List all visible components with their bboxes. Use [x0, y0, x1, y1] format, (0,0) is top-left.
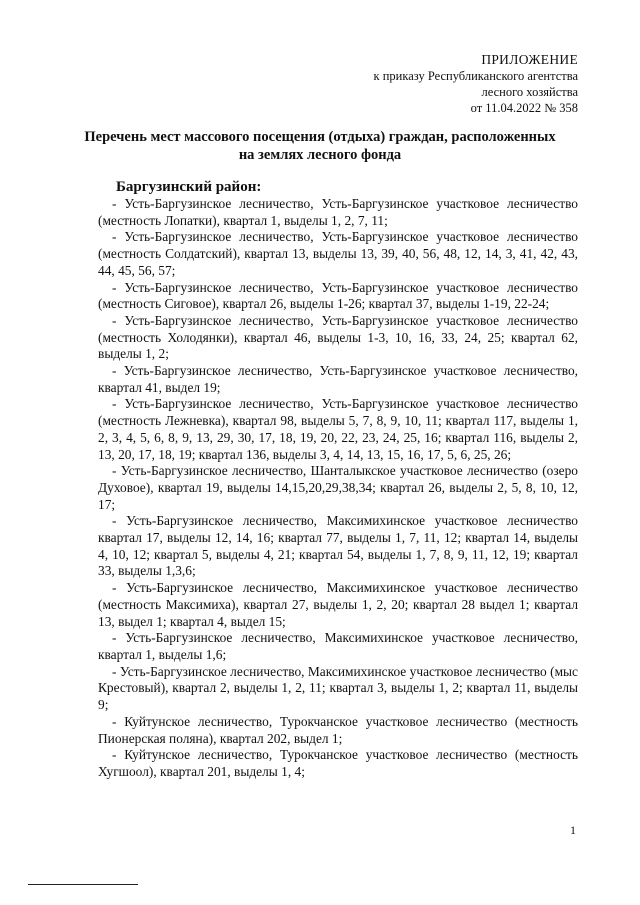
- list-item: - Усть-Баргузинское лесничество, Усть-Баргузинское участковое лесничество (местность Лежневка), квартал 98, выделы 5, 7, 8, 9, 10, 11; квартал 117, выделы 1, 2, 3, 4, 5, 6, 8, 9, 13, 29, 30, 17, 18, 19, 20, 22, 23, 24, 25, 16; квартал 116, выделы 2, 13, 20, 17, 18, 19; квартал 136, выделы 3, 4, 14, 13, 15, 16, 17, 5, 6, 25, 26;: [98, 396, 578, 462]
- list-item: - Усть-Баргузинское лесничество, Усть-Баргузинское участковое лесничество (местность Лопатки), квартал 1, выделы 1, 2, 7, 11;: [98, 196, 578, 228]
- list-item: - Куйтунское лесничество, Турокчанское участковое лесничество (местность Пионерская поляна), квартал 202, выдел 1;: [98, 713, 578, 746]
- list-item: - Усть-Баргузинское лесничество, Максимихинское участковое лесничество, квартал 1, выделы 1,6;: [98, 630, 578, 662]
- list-item: - Усть-Баргузинское лесничество, Максимихинское участковое лесничество (местность Максимиха), квартал 27, выделы 1, 2, 20; квартал 28 выдел 1; квартал 13, выдел 1; квартал 4, выдел 15;: [98, 580, 578, 629]
- title-line-1: Перечень мест массового посещения (отдыха) граждан, расположенных: [84, 129, 556, 145]
- list-item: - Усть-Баргузинское лесничество, Усть-Баргузинское участковое лесничество (местность Холодянки), квартал 46, выделы 1-3, 10, 16, 33, 24, 25; квартал 62, выделы 1, 2;: [98, 312, 578, 362]
- list-item: - Усть-Баргузинское лесничество, Усть-Баргузинское участковое лесничество (местность Сиговое), квартал 26, выделы 1-26; квартал 37, выделы 1-19, 22-24;: [98, 279, 578, 312]
- list-item: - Усть-Баргузинское лесничество, Усть-Баргузинское участковое лесничество (местность Солдатский), квартал 13, выделы 13, 39, 40, 56, 48, 12, 14, 3, 41, 42, 43, 44, 45, 56, 57;: [98, 229, 578, 278]
- agency-line: лесного хозяйства: [481, 85, 578, 99]
- list-item: - Усть-Баргузинское лесничество, Усть-Баргузинское участковое лесничество, квартал 41, выдел 19;: [98, 363, 578, 395]
- footnote-divider: [28, 884, 138, 885]
- document-header: [374, 52, 578, 116]
- page-number: 1: [570, 823, 576, 837]
- list-item: - Усть-Баргузинское лесничество, Шанталыкское участковое лесничество (озеро Духовое), квартал 19, выделы 14,15,20,29,38,34; квартал 26, выделы 2, 5, 8, 10, 12, 17;: [98, 463, 578, 512]
- order-reference-line: к приказу Республиканского агентства: [373, 69, 578, 83]
- appendix-label: ПРИЛОЖЕНИЕ: [481, 52, 578, 67]
- list-item: - Куйтунское лесничество, Турокчанское участковое лесничество (местность Хугшоол), квартал 201, выделы 1, 4;: [98, 747, 578, 779]
- district-heading: Баргузинский район:: [116, 179, 262, 195]
- list-item: - Усть-Баргузинское лесничество, Максимихинское участковое лесничество (мыс Крестовый), квартал 2, выделы 1, 2, 11; квартал 3, выделы 1, 2; квартал 11, выделы 9;: [98, 663, 578, 713]
- document-title: [60, 128, 580, 164]
- order-date-number: от 11.04.2022 № 358: [470, 101, 578, 115]
- list-item: - Усть-Баргузинское лесничество, Максимихинское участковое лесничество квартал 17, выделы 12, 14, 16; квартал 77, выделы 1, 7, 11, 12; квартал 14, выделы 4, 10, 12; квартал 5, выделы 4, 21; квартал 54, выделы 1, 7, 8, 9, 11, 12, 19; квартал 33, выделы 1,3,6;: [98, 513, 578, 579]
- location-list: [98, 196, 578, 781]
- title-line-2: на землях лесного фонда: [238, 147, 402, 163]
